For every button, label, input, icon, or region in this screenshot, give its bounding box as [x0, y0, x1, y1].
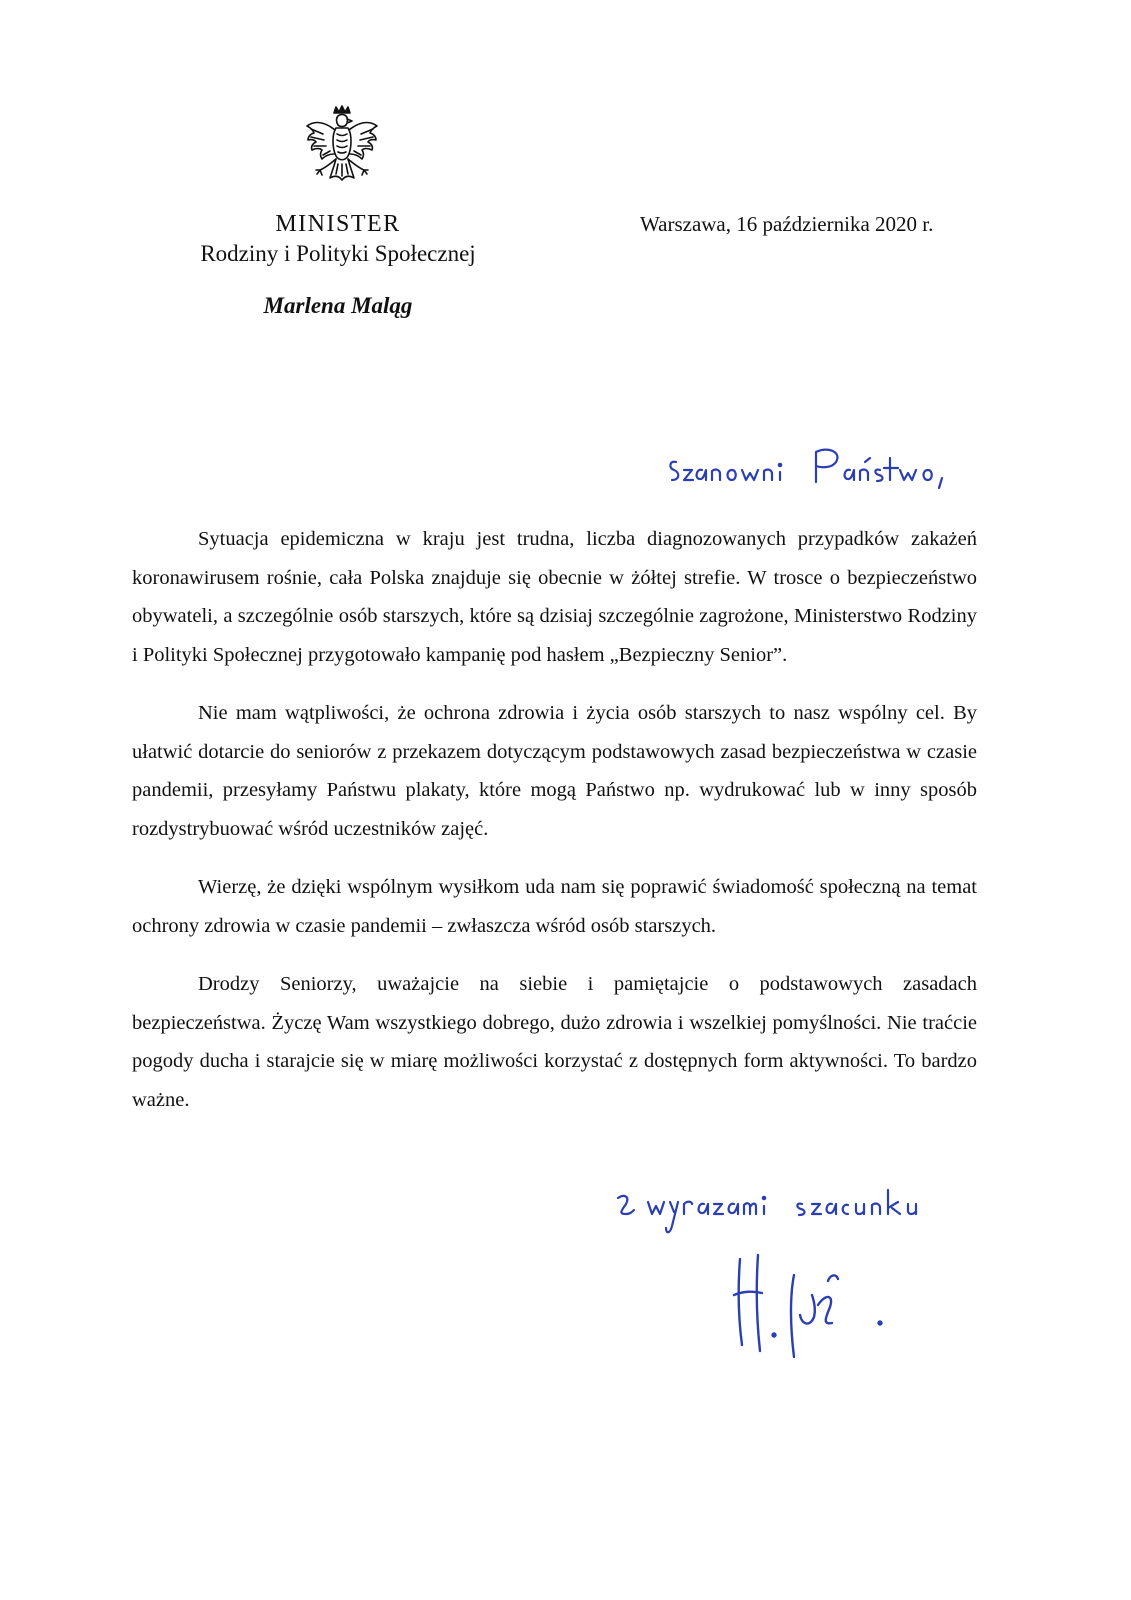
- minister-department: Rodziny i Polityki Społecznej: [200, 241, 476, 266]
- minister-title: MINISTER: [275, 211, 401, 237]
- handwritten-signature: [730, 1245, 900, 1365]
- body-paragraph-1: Sytuacja epidemiczna w kraju jest trudna, liczba diagnozowanych przypadków zakażeń koronawirusem rośnie, cała Polska znajduje się obecnie w żółtej strefie. W trosce o bezpieczeństwo obywateli, a szczególnie osób starszych, które są dzisiaj szczególnie zagrożone, Ministerstwo Rodziny i Polityki Społecznej przygotowało kampanię pod hasłem „Bezpieczny Senior”.: [132, 528, 977, 666]
- letter-body: [132, 520, 977, 1139]
- body-paragraph-4: Drodzy Seniorzy, uważajcie na siebie i pamiętajcie o podstawowych zasadach bezpieczeństwa. Życzę Wam wszystkiego dobrego, dużo zdrowia i wszelkiej pomyślności. Nie traćcie pogody ducha i starajcie się w miarę możliwości korzystać z dostępnych form aktywności. To bardzo ważne.: [132, 973, 977, 1111]
- minister-name: Marlena Maląg: [263, 293, 413, 318]
- letter-date: Warszawa, 16 października 2020 r.: [640, 212, 934, 236]
- body-paragraph-3: Wierzę, że dzięki wspólnym wysiłkom uda nam się poprawić świadomość społeczną na temat ochrony zdrowia w czasie pandemii – zwłaszcza wśród osób starszych.: [132, 876, 977, 937]
- minister-block: [176, 209, 500, 321]
- polish-eagle-emblem-icon: [303, 104, 381, 196]
- body-paragraph-2: Nie mam wątpliwości, że ochrona zdrowia i życia osób starszych to nasz wspólny cel. By ułatwić dotarcie do seniorów z przekazem dotyczącym podstawowych zasad bezpieczeństwa w czasie pandemii, przesyłamy Państwu plakaty, które mogą Państwo np. wydrukować lub w inny sposób rozdystrybuować wśród uczestników zajęć.: [132, 702, 977, 840]
- handwritten-salutation: [666, 440, 986, 510]
